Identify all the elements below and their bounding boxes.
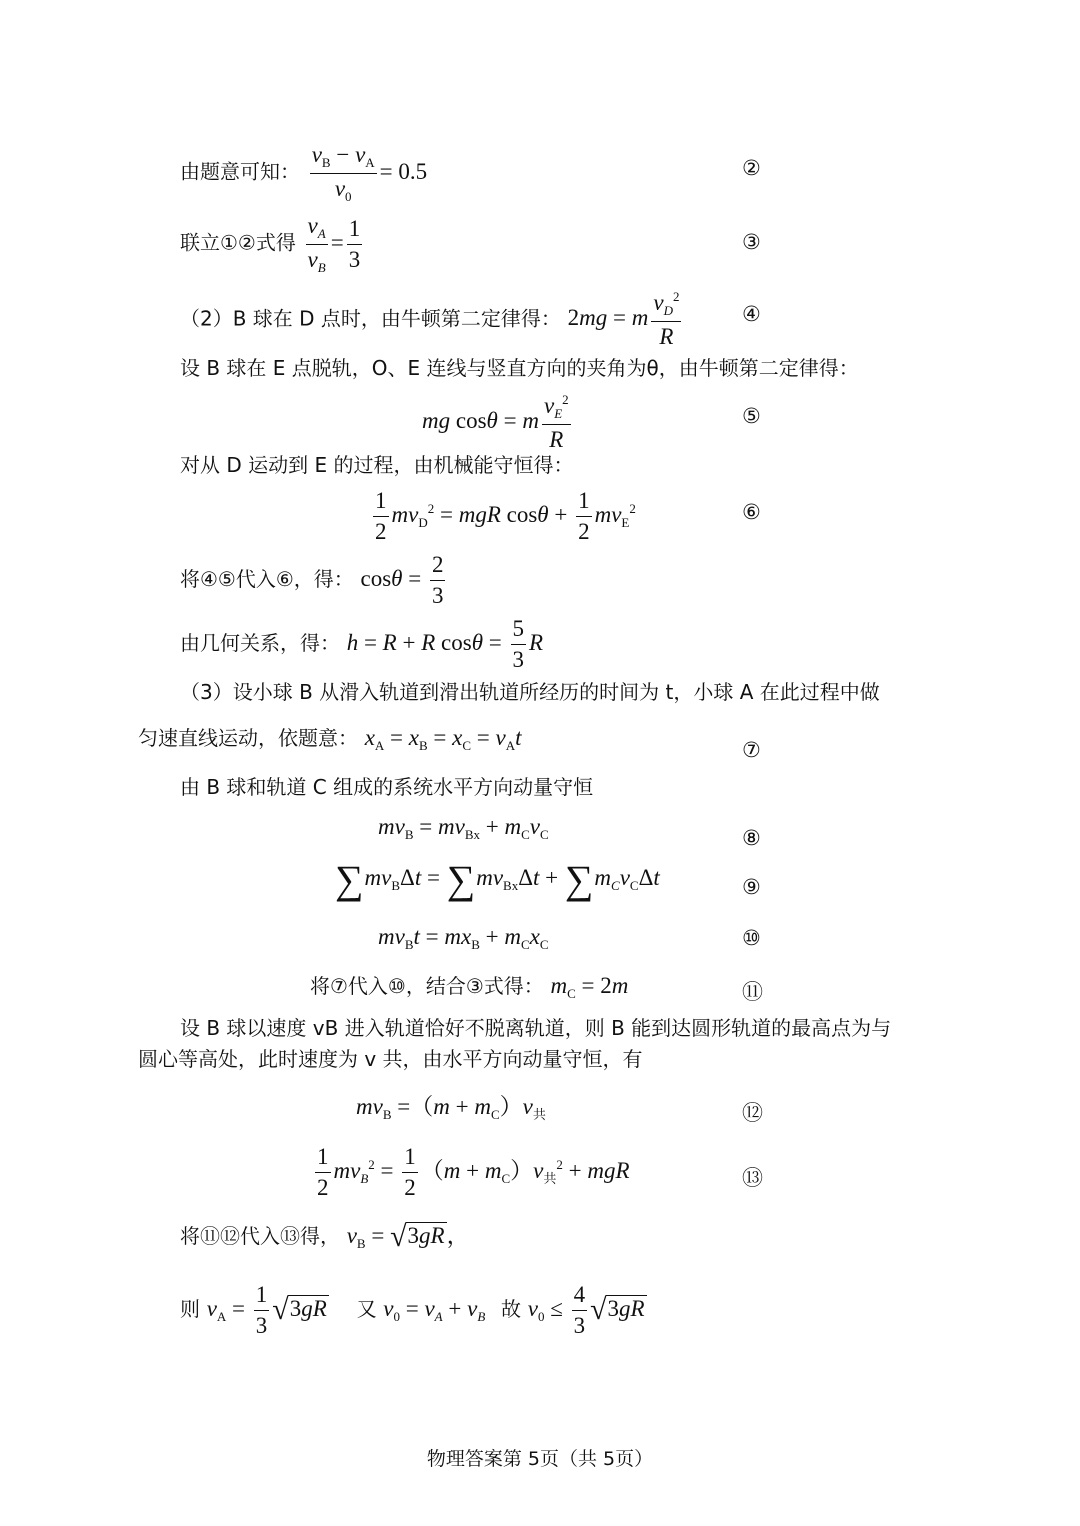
text-line-detach (180, 358, 859, 379)
text-line-vb-2 (138, 1049, 643, 1070)
eq-line-3-text: 联立①②式得 (180, 230, 296, 255)
eq-line-vb-text: 将⑪⑫代入⑬得， (180, 1224, 340, 1248)
eq-line-2 (180, 142, 427, 205)
eq-2: $\frac{v_B - v_A}{v_0}$ = 0.5 (311, 142, 428, 204)
eq-v0: $v_0 = v_A + v_B$ (383, 1296, 486, 1325)
eq-12: $mv_B =(m + m_C)v_共$ (356, 1094, 546, 1122)
eq-line-12 (356, 1095, 546, 1121)
eq-number-10: ⑩ (742, 926, 761, 950)
eq-line-final-end: 故 (501, 1297, 522, 1322)
eq-v0-bound: $v_0$ ≤ $\frac{4}{3}$ √3gR (527, 1282, 645, 1339)
eq-5: mg cosθ = m $\frac{v_E^2}{R}$ (422, 392, 569, 452)
text-line-part3 (180, 682, 880, 703)
page-footer: 物理答案第 5页（共 5页） (426, 1448, 654, 1470)
eq-number-8: ⑧ (742, 826, 761, 850)
eq-number-3: ③ (742, 230, 761, 254)
eq-number-7: ⑦ (742, 738, 761, 762)
eq-line-7 (138, 726, 522, 752)
eq-line-6 (370, 488, 636, 546)
eq-line-final (180, 1282, 647, 1340)
text-line-vb-1 (180, 1018, 891, 1039)
eq-line-9 (334, 857, 660, 902)
eq-line-cos (180, 552, 448, 610)
eq-7: $x_A = x_B = x_C = v_At$ (364, 725, 522, 753)
eq-va: $v_A$ = $\frac{1}{3}$ √3gR (206, 1282, 327, 1339)
eq-line-h-text: 由几何关系，得： (180, 631, 340, 656)
eq-line-7-text: 匀速直线运动，依题意： (138, 726, 358, 750)
eq-vb: $v_B = √3gR$， (346, 1220, 470, 1253)
eq-line-2-text: 由题意可知： (180, 159, 300, 184)
eq-number-11: ⑪ (742, 980, 763, 1004)
eq-line-13 (312, 1144, 630, 1202)
eq-number-6: ⑥ (742, 500, 761, 524)
eq-4: 2mg = m $\frac{v_D^2}{R}$ (567, 289, 680, 349)
eq-line-vb (180, 1222, 470, 1252)
eq-line-10 (378, 925, 549, 951)
eq-10: $mv_Bt = mx_B + m_Cx_C$ (378, 924, 549, 952)
eq-13: $\frac{1}{2}$ $mv_B^2$ = $\frac{1}{2}$ $(m + m_C)v_共^2$ + mgR (317, 1144, 630, 1201)
eq-9: $\sum mv_B\Delta t = \sum mv_{Bx}\Delta t + \sum m_Cv_C\Delta t$ (335, 857, 660, 902)
eq-number-2: ② (742, 156, 761, 180)
eq-number-13: ⑬ (742, 1166, 763, 1190)
text-line-energy-content: 对从 D 运动到 E 的过程，由机械能守恒得： (180, 453, 574, 477)
eq-line-h (180, 616, 543, 674)
eq-8: $mv_B = mv_{Bx} + m_Cv_C$ (378, 814, 549, 842)
text-line-momentum (180, 777, 593, 798)
eq-cos: cosθ = $\frac{2}{3}$ (360, 552, 444, 609)
eq-number-9: ⑨ (742, 875, 761, 899)
text-line-vb-1-content: 设 B 球以速度 vB 进入轨道恰好不脱离轨道，则 B 能到达圆形轨道的最高点为与 (180, 1016, 892, 1040)
eq-line-final-mid: 又 (356, 1297, 377, 1322)
eq-h: h = R + R cosθ = $\frac{5}{3}$ R (346, 616, 544, 673)
eq-line-cos-text: 将④⑤代入⑥，得： (180, 567, 354, 592)
eq-6: $\frac{1}{2}$ $mv_D^2$ = mgR cosθ + $\frac{1}{2}$ $mv_E^2$ (375, 488, 636, 545)
text-line-energy (180, 455, 573, 476)
eq-line-3 (180, 213, 365, 276)
eq-number-4: ④ (742, 302, 761, 326)
eq-line-final-text: 则 (180, 1297, 200, 1322)
eq-number-12: ⑫ (742, 1101, 763, 1125)
eq-number-5: ⑤ (742, 404, 761, 428)
eq-line-8 (378, 815, 549, 841)
text-line-vb-2-content: 圆心等高处，此时速度为 v 共，由水平方向动量守恒，有 (138, 1047, 643, 1071)
eq-line-4 (180, 290, 684, 350)
text-line-detach-content: 设 B 球在 E 点脱轨，O、E 连线与竖直方向的夹角为θ，由牛顿第二定律得： (180, 356, 859, 380)
eq-line-4-text: （2）B 球在 D 点时，由牛顿第二定律得： (180, 306, 561, 331)
eq-11: $m_C = 2m$ (550, 973, 629, 1001)
eq-line-11-text: 将⑦代入⑩，结合③式得： (310, 974, 544, 998)
eq-3: $\frac{v_A}{v_B}$ = $\frac{1}{3}$ (307, 213, 361, 275)
text-line-momentum-content: 由 B 球和轨道 C 组成的系统水平方向动量守恒 (180, 775, 594, 799)
text-line-part3-content: （3）设小球 B 从滑入轨道到滑出轨道所经历的时间为 t，小球 A 在此过程中做 (180, 680, 880, 704)
eq-line-11 (310, 974, 628, 1000)
eq-line-5 (422, 393, 574, 453)
